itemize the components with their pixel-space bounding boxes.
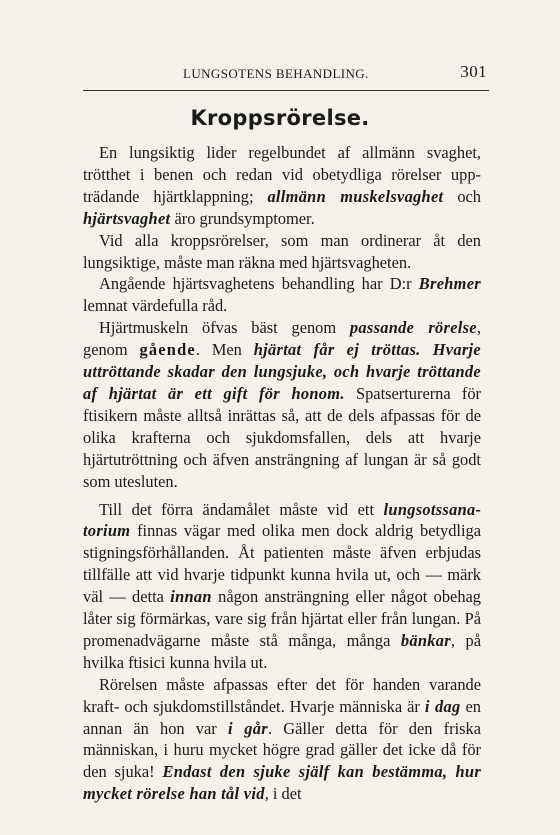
paragraph-text: Angående hjärtsvaghetens behandling har D:r — [99, 274, 419, 294]
emphasis-text: hjärtat får ej tröttas. Hvarje uttröttande skadar den lungsjuke, och hvarje tröttande af hjärtat är ett gift för honom. — [83, 340, 481, 403]
paragraph-text: Vid alla kroppsrörelser, som man ordinerar åt den lungsiktige, måste man räkna med hjärtsvagheten. — [83, 230, 481, 272]
emphasis-text: Endast den sjuke själf kan bestämma, hur mycket rörelse han tål vid — [83, 762, 481, 804]
emphasis-text: hjärtsvaghet — [83, 208, 171, 228]
paragraph-text: lemnat värdefulla råd. — [83, 296, 228, 316]
emphasis-text: i går — [227, 718, 268, 738]
emphasis-text: lungsotssanatorium — [83, 499, 481, 541]
paragraph-text: , på hvilka ftisici kunna hvila ut. — [83, 630, 481, 672]
emphasis-text: innan — [170, 587, 212, 607]
running-title: LUNGSOTENS BEHANDLING. — [183, 66, 369, 81]
paragraph — [83, 230, 481, 274]
paragraph-text: en annan än hon var — [83, 696, 481, 738]
section-title: Kroppsrörelse. — [190, 106, 370, 130]
paragraph-text: Spatserturerna för ftisikern måste alltså inrättas så, att de dels afpassas för de olika krafterna och sjukdomsfallen, dels att hvarje hjärtutröttning och äfven ansträngning af lungan är så godt som utesluten. — [83, 383, 481, 491]
spaced-emphasis-text: gående — [139, 340, 196, 360]
paragraph-text: Rörelsen måste afpassas efter det för handen varande kraft- och sjukdomstillståndet. Hvarje människa är — [83, 674, 481, 716]
emphasis-text: Brehmer — [418, 274, 481, 294]
paragraph-text: och — [443, 186, 482, 206]
emphasis-text: bänkar — [400, 630, 451, 650]
paragraph — [83, 499, 481, 674]
paragraph-text: Till det förra ändamålet måste vid ett — [99, 499, 384, 519]
body-text — [83, 142, 481, 805]
paragraph-text: , i det — [264, 784, 302, 804]
paragraph-text: äro grundsymptomer. — [170, 208, 315, 228]
page-number: 301 — [460, 62, 487, 81]
paragraph-text: . Men — [195, 340, 254, 360]
paragraph-text: finnas vägar med olika men dock aldrig betydliga stigningsförhållanden. Åt patienten måste äfven erbjudas tillfälle att vid hvarje tidpunkt kunna hvila ut, och — märk väl — detta — [83, 521, 481, 607]
emphasis-text: allmänn muskelsvaghet — [267, 186, 444, 206]
paragraph — [83, 273, 481, 317]
paragraph — [83, 142, 481, 230]
paragraph — [83, 317, 481, 492]
header-rule — [83, 90, 489, 91]
emphasis-text: passande rörelse — [349, 318, 477, 338]
emphasis-text: i dag — [424, 696, 461, 716]
paragraph — [83, 674, 481, 805]
paragraph-text: någon ansträngning eller något obehag låter sig förmärkas, vare sig från hjärtat eller från lungan. På promenadvägarne måste stå många, många — [83, 587, 481, 650]
paragraph-text: Hjärtmuskeln öfvas bäst genom — [99, 318, 350, 338]
paragraph-text: En lungsiktig lider regelbundet af allmänn svaghet, trötthet i benen och redan vid obetydliga rörelser uppträdande hjärtklappning; — [83, 143, 481, 206]
paragraph-text: . Gäller detta för den friska människan, i huru mycket högre grad gäller det icke då för den sjuka! — [83, 718, 481, 782]
paragraph-text: , genom — [83, 318, 481, 360]
